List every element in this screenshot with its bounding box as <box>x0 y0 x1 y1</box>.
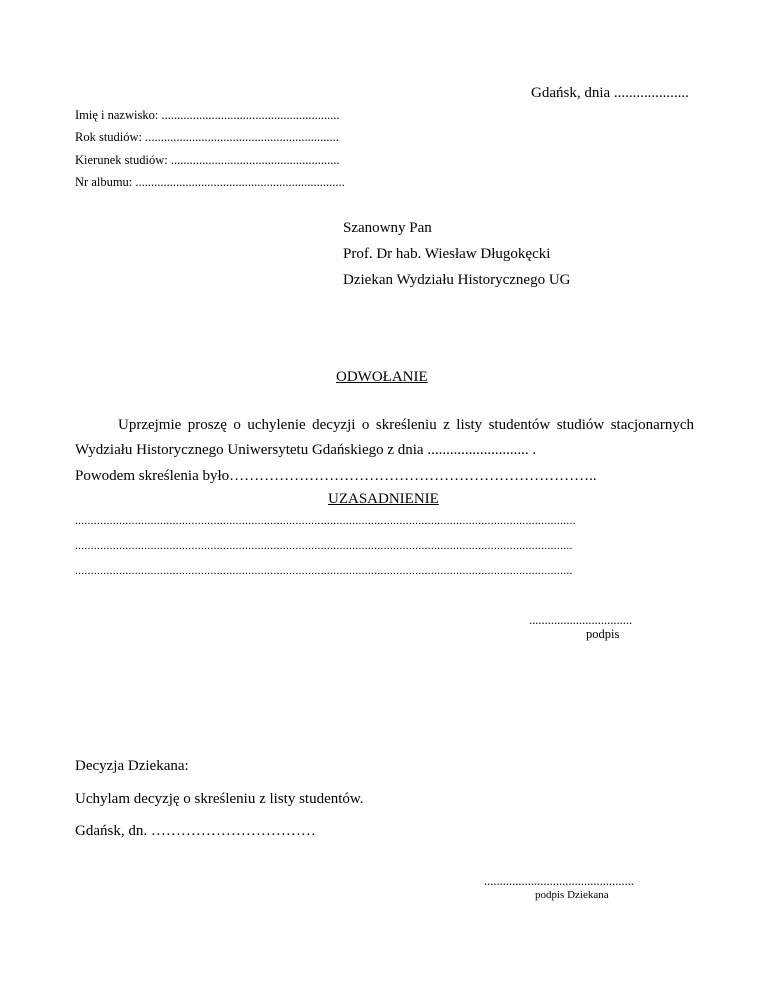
dean-signature-label: podpis Dziekana <box>535 889 609 901</box>
place-date: Gdańsk, dnia .................... <box>531 85 689 101</box>
reason-line: Powodem skreślenia było……………………………………………………………….. <box>75 468 597 484</box>
decision-place-date: Gdańsk, dn. …………………………… <box>75 823 316 839</box>
justification-line-1: ............................................................................................................................................................... <box>75 515 576 527</box>
field-year: Rok studiów: .............................................................. <box>75 130 339 144</box>
justification-heading: UZASADNIENIE <box>328 491 439 507</box>
signature-dots: ................................. <box>529 613 633 627</box>
document-title: ODWOŁANIE <box>336 369 428 385</box>
addressee-name: Prof. Dr hab. Wiesław Długokęcki <box>343 246 551 262</box>
signature-label: podpis <box>586 627 620 641</box>
justification-line-3: .............................................................................................................................................................. <box>75 565 573 577</box>
decision-heading: Decyzja Dziekana: <box>75 758 189 774</box>
appeal-paragraph-line-1: Uprzejmie proszę o uchylenie decyzji o skreśleniu z listy studentów studiów stacjonarnych <box>118 417 694 433</box>
dean-signature-dots: ................................................ <box>484 874 634 888</box>
addressee-title: Dziekan Wydziału Historycznego UG <box>343 272 571 288</box>
field-major: Kierunek studiów: ...................................................... <box>75 153 340 167</box>
decision-text: Uchylam decyzję o skreśleniu z listy studentów. <box>75 791 364 807</box>
addressee-salutation: Szanowny Pan <box>343 220 432 236</box>
appeal-paragraph-line-2: Wydziału Historycznego Uniwersytetu Gdańskiego z dnia ........................... . <box>75 442 537 458</box>
justification-line-2: .............................................................................................................................................................. <box>75 540 573 552</box>
field-album-number: Nr albumu: ................................................................... <box>75 175 345 189</box>
field-name: Imię i nazwisko: ......................................................... <box>75 108 340 122</box>
